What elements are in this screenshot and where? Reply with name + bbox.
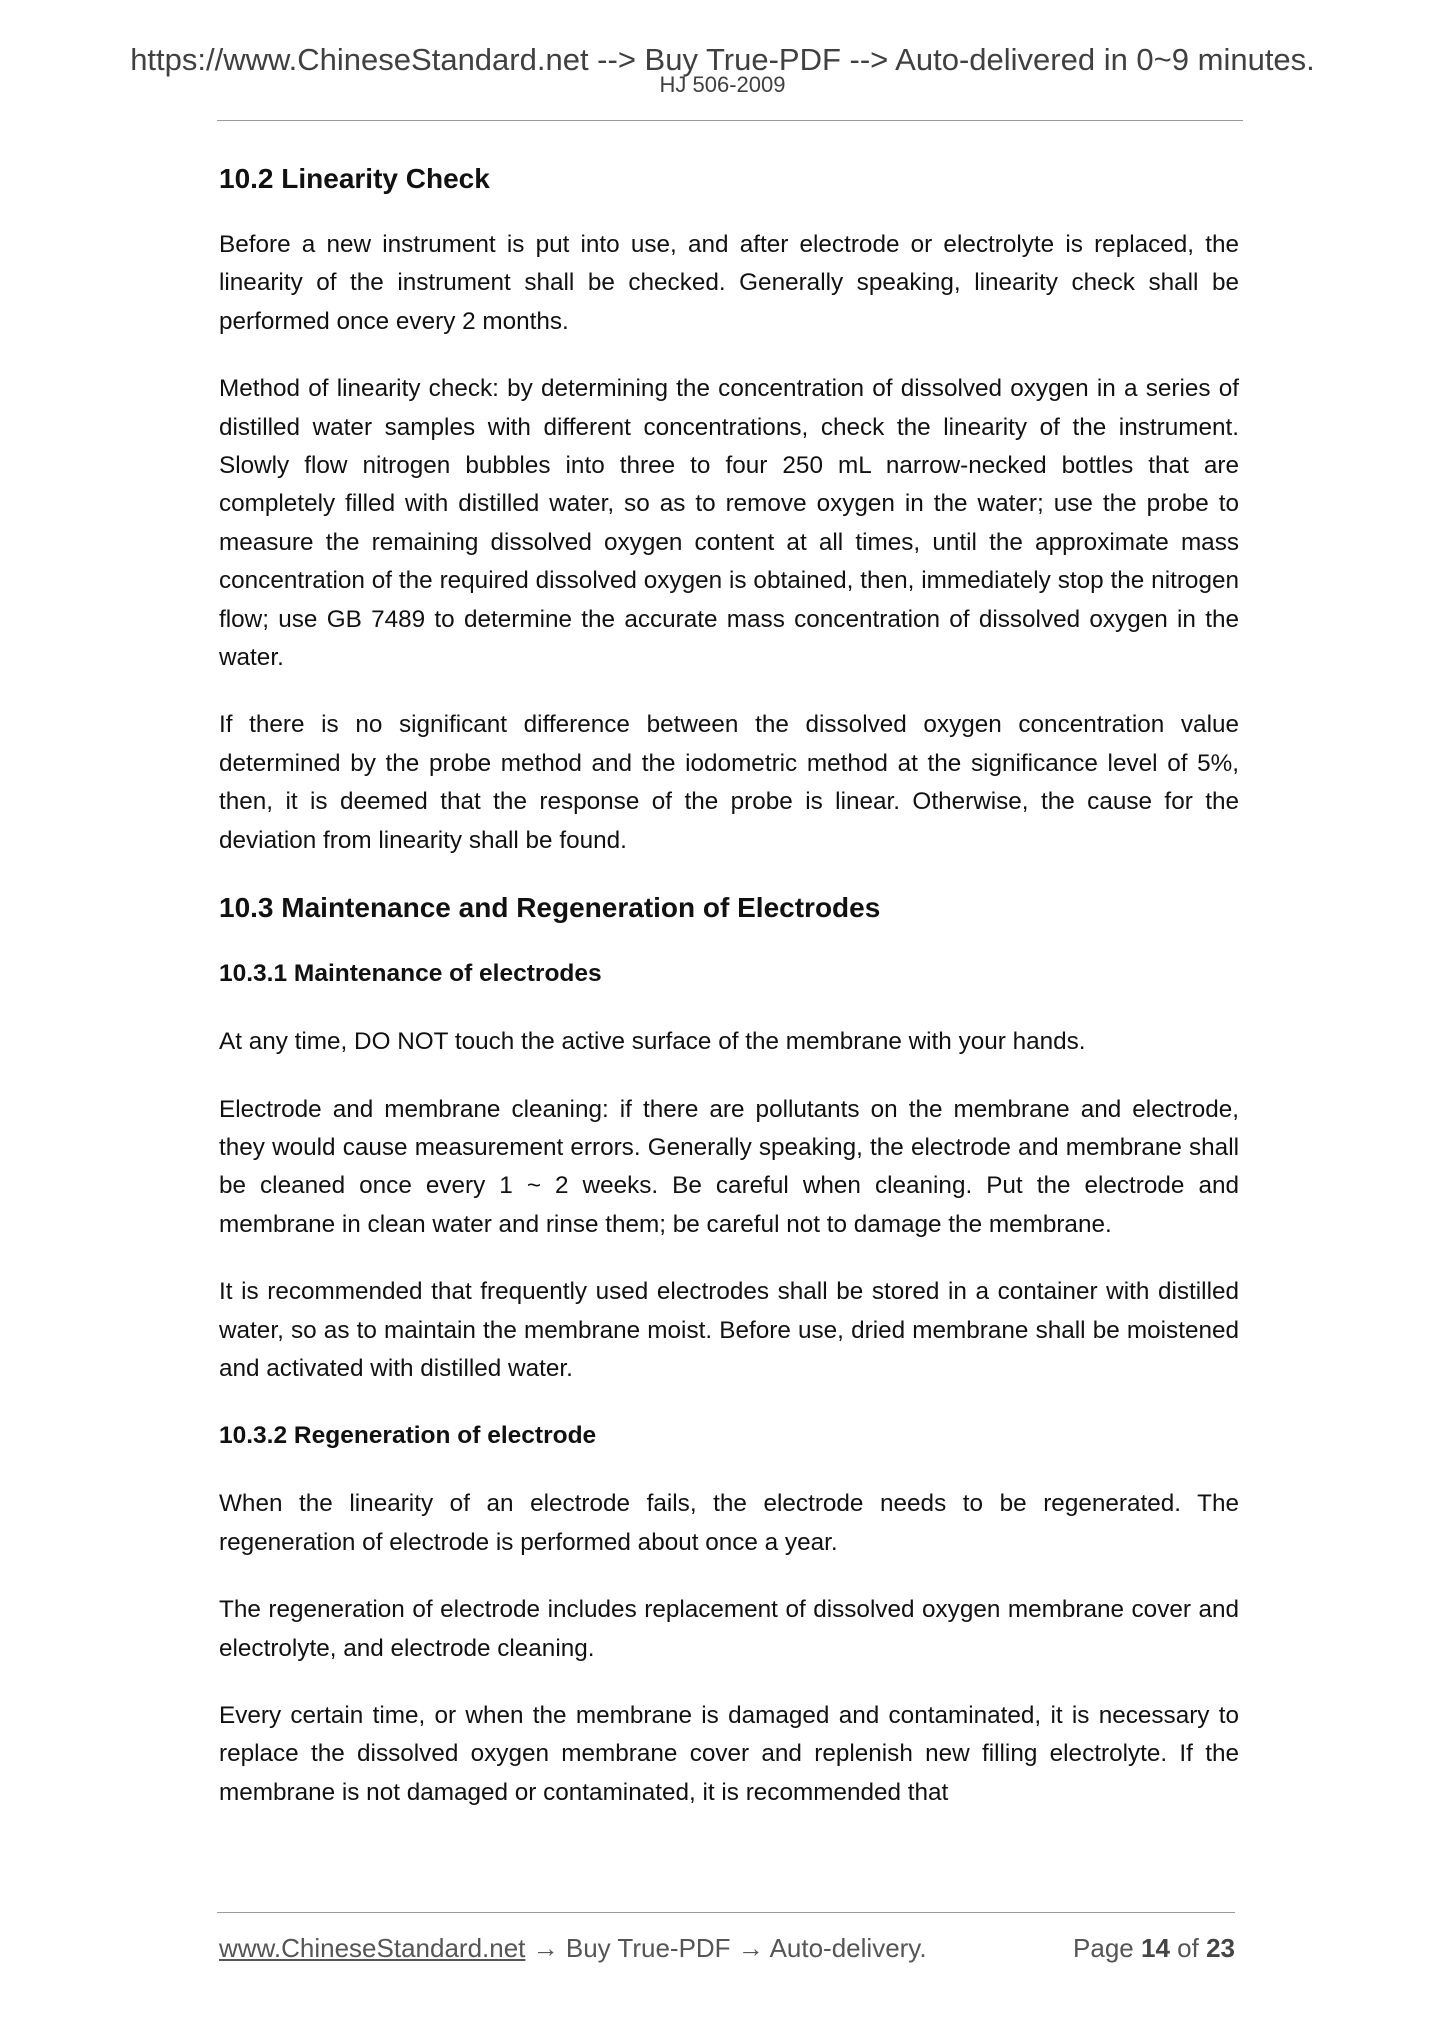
paragraph-storage: It is recommended that frequently used electrodes shall be stored in a container with distilled water, so as to maintain the membrane moist. Before use, dried membrane shall be moistened and activated with distilled water.: [219, 1278, 1239, 1382]
paragraph-linearity-when: Before a new instrument is put into use, and after electrode or electrolyte is replaced, the linearity of the instrument shall be checked. Generally speaking, linearity check shall be performed once every 2 months.: [219, 231, 1239, 335]
section-10-3-2-heading: 10.3.2 Regeneration of electrode: [219, 1422, 597, 1450]
page-label: Page: [1073, 1933, 1134, 1963]
paragraph-cleaning: Electrode and membrane cleaning: if there are pollutants on the membrane and electrode, they would cause measurement errors. Generally speaking, the electrode and membrane shall be cleaned once every 1 ~ 2 weeks. Be careful when cleaning. Put the electrode and membrane in clean water and rinse them; be careful not to damage the membrane.: [219, 1095, 1239, 1238]
page-footer: [219, 1930, 1235, 1966]
page-content: [219, 160, 1239, 1841]
page-total: 23: [1206, 1933, 1235, 1963]
standard-code: HJ 506-2009: [659, 72, 786, 97]
paragraph-linearity-method: Method of linearity check: by determining the concentration of dissolved oxygen in a series of distilled water samples with different concentrations, check the linearity of the instrument. Slowly flow nitrogen bubbles into three to four 250 mL narrow-necked bottles that are completely filled with distilled water, so as to remove oxygen in the water; use the probe to measure the remaining dissolved oxygen content at all times, until the approximate mass concentration of the required dissolved oxygen is obtained, then, immediately stop the nitrogen flow; use GB 7489 to determine the accurate mass concentration of dissolved oxygen in the water.: [219, 375, 1239, 672]
paragraph-no-touch: At any time, DO NOT touch the active surface of the membrane with your hands.: [219, 1028, 1086, 1056]
paragraph-regeneration-when: When the linearity of an electrode fails, the electrode needs to be regenerated. The regeneration of electrode is performed about once a year.: [219, 1490, 1239, 1556]
page-of-label: of: [1177, 1933, 1199, 1963]
paragraph-membrane-replacement: Every certain time, or when the membrane is damaged and contaminated, it is necessary to replace the dissolved oxygen membrane cover and replenish new filling electrolyte. If the membrane is not damaged or contaminated, it is recommended that: [219, 1701, 1239, 1806]
page-number: 14: [1141, 1933, 1170, 1963]
section-10-2-heading: 10.2 Linearity Check: [219, 163, 490, 194]
header-divider: [217, 120, 1243, 121]
footer-promo: [219, 1930, 927, 1966]
footer-site-link[interactable]: www.ChineseStandard.net: [219, 1933, 526, 1963]
source-banner: https://www.ChineseStandard.net --> Buy True-PDF --> Auto-delivered in 0~9 minutes.: [130, 42, 1315, 77]
paragraph-regeneration-scope: The regeneration of electrode includes replacement of dissolved oxygen membrane cover and electrolyte, and electrode cleaning.: [219, 1596, 1239, 1662]
paragraph-linearity-criterion: If there is no significant difference between the dissolved oxygen concentration value determined by the probe method and the iodometric method at the significance level of 5%, then, it is deemed that the response of the probe is linear. Otherwise, the cause for the deviation from linearity shall be found.: [219, 711, 1239, 854]
footer-divider: [217, 1912, 1235, 1913]
section-10-3-heading: 10.3 Maintenance and Regeneration of Electrodes: [219, 892, 881, 924]
section-10-3-1-heading: 10.3.1 Maintenance of electrodes: [219, 960, 602, 988]
page-indicator: [1073, 1930, 1235, 1966]
footer-promo-text: → Buy True-PDF → Auto-delivery.: [525, 1933, 927, 1963]
